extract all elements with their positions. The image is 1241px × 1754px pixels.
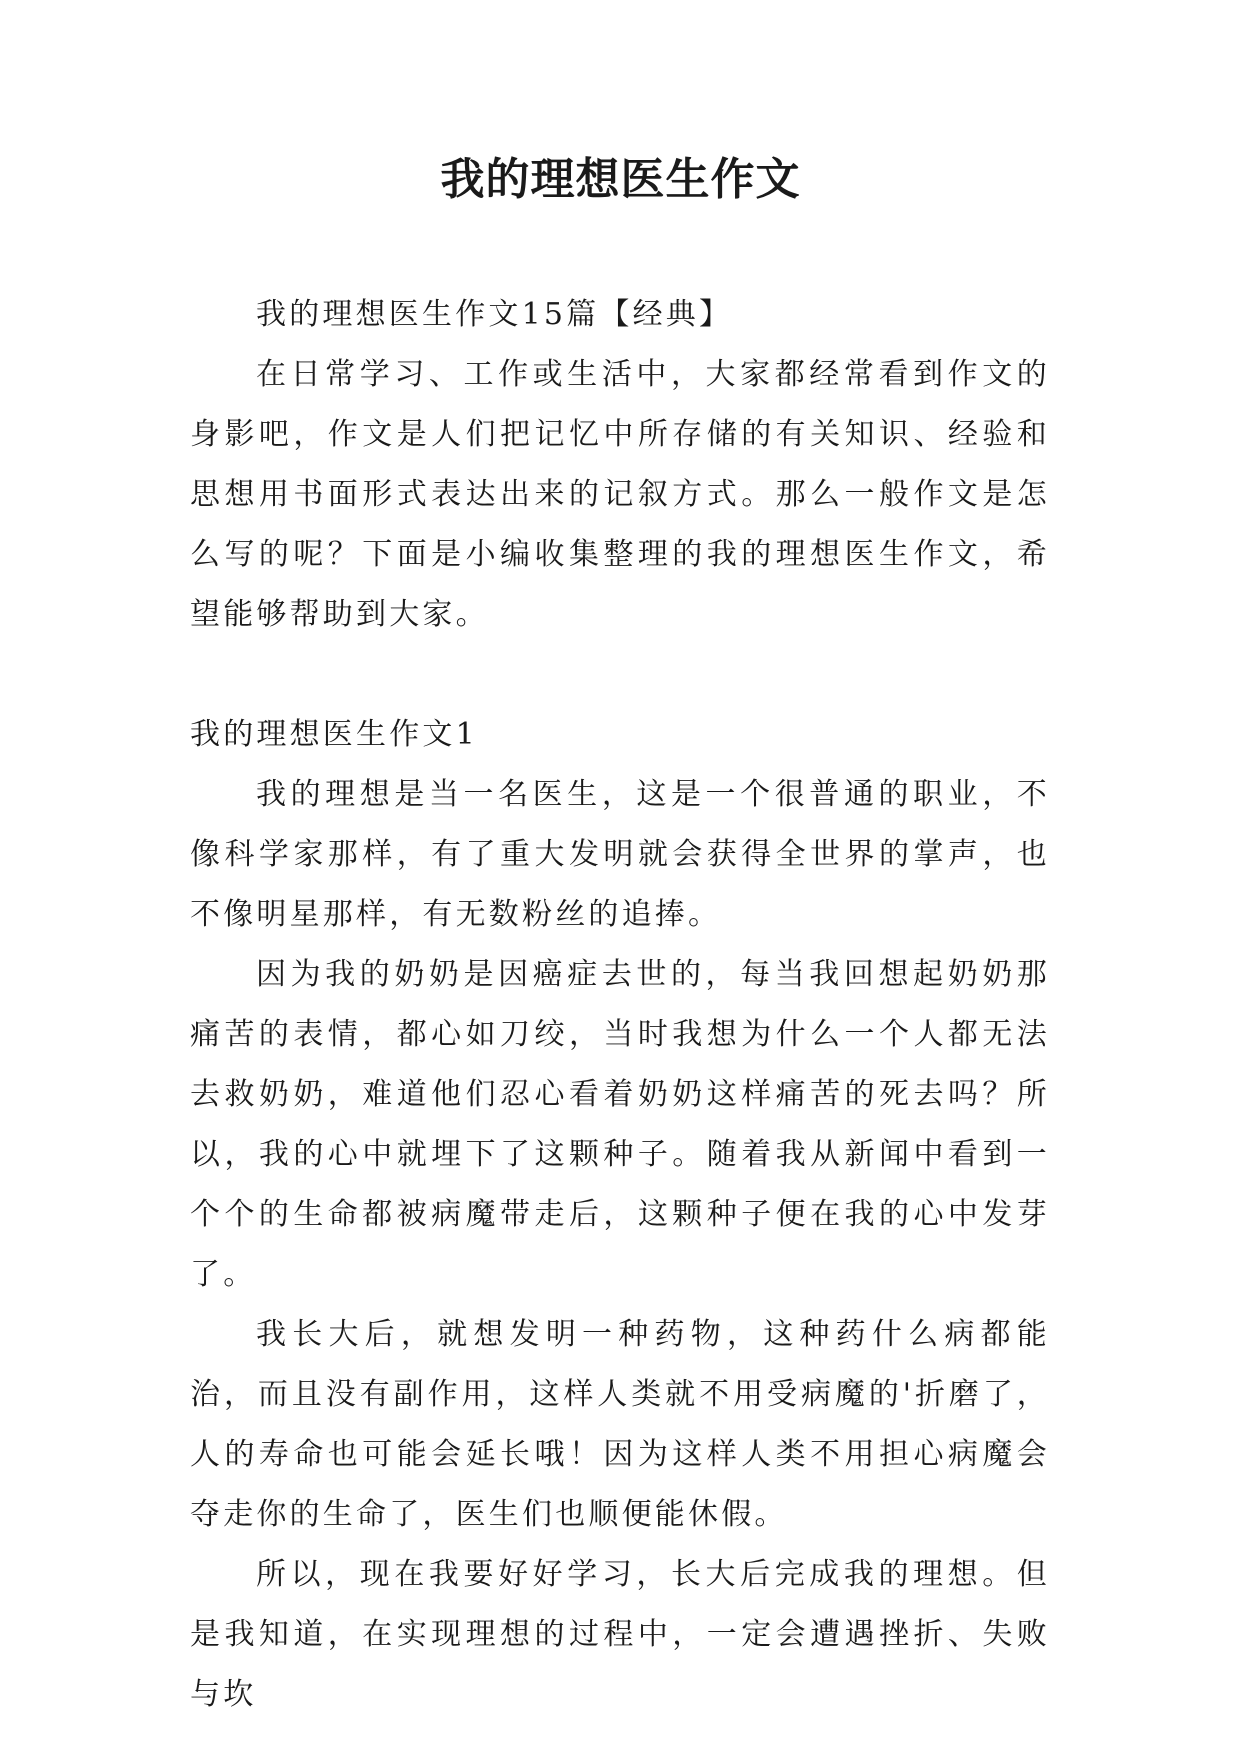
intro-paragraph: 在日常学习、工作或生活中，大家都经常看到作文的身影吧，作文是人们把记忆中所存储的有关知识、经验和思想用书面形式表达出来的记叙方式。那么一般作文是怎么写的呢？下面是小编收集整理的我的理想医生作文，希望能够帮助到大家。: [190, 357, 1050, 632]
section-heading: 我的理想医生作文1: [190, 717, 478, 752]
document-subtitle: 我的理想医生作文15篇【经典】: [256, 297, 733, 332]
essay-paragraph: 所以，现在我要好好学习，长大后完成我的理想。但是我知道，在实现理想的过程中，一定会遭遇挫折、失败与坎: [190, 1557, 1050, 1712]
document-title: 我的理想医生作文: [440, 154, 801, 205]
document-body: [190, 285, 1050, 1725]
essay-paragraph: 我的理想是当一名医生，这是一个很普通的职业，不像科学家那样，有了重大发明就会获得全世界的掌声，也不像明星那样，有无数粉丝的追捧。: [190, 777, 1050, 932]
essay-paragraph: 因为我的奶奶是因癌症去世的，每当我回想起奶奶那痛苦的表情，都心如刀绞，当时我想为什么一个人都无法去救奶奶，难道他们忍心看着奶奶这样痛苦的死去吗？所以，我的心中就埋下了这颗种子。随着我从新闻中看到一个个的生命都被病魔带走后，这颗种子便在我的心中发芽了。: [190, 957, 1050, 1292]
essay-paragraph: 我长大后，就想发明一种药物，这种药什么病都能治，而且没有副作用，这样人类就不用受病魔的'折磨了，人的寿命也可能会延长哦！因为这样人类不用担心病魔会夺走你的生命了，医生们也顺便能休假。: [190, 1317, 1050, 1532]
